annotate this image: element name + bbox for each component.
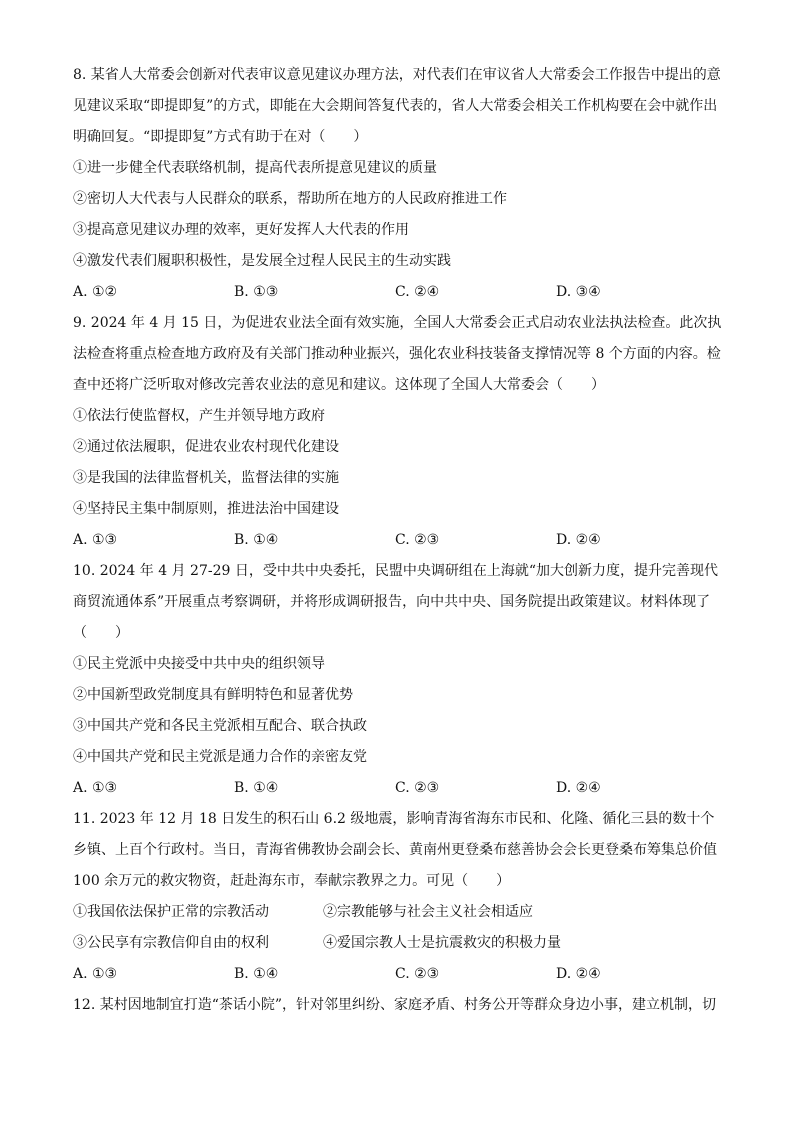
- option-1: ①依法行使监督权，产生并领导地方政府: [73, 408, 325, 424]
- option-1: ①民主党派中央接受中共中央的组织领导: [73, 656, 325, 672]
- question-stem: 9. 2024 年 4 月 15 日，为促进农业法全面有效实施，全国人大常委会正式启动农业法执法检查。此次执法检查将重点检查地方政府及有关部门推动种业振兴，强化农业科技装备支撑情况等 8 个方面的内容。检查中还将广泛听取对修改完善农业法的意见和建议。这体现了全国人大常委会（ ）: [73, 315, 722, 393]
- option-4: ④爱国宗教人士是抗震救灾的积极力量: [323, 935, 561, 951]
- choice-a[interactable]: A. ①③: [73, 966, 118, 982]
- option-2: ②中国新型政党制度具有鲜明特色和显著优势: [73, 687, 353, 703]
- choice-a[interactable]: A. ①③: [73, 532, 118, 548]
- option-4: ④激发代表们履职积极性，是发展全过程人民民主的生动实践: [73, 253, 451, 269]
- choice-d[interactable]: D. ③④: [556, 284, 601, 300]
- choice-b[interactable]: B. ①④: [234, 780, 279, 796]
- question-10: [73, 556, 723, 804]
- answer-choices: [73, 773, 723, 804]
- option-3: ③公民享有宗教信仰自由的权利: [73, 935, 269, 951]
- answer-choices: [73, 959, 723, 990]
- answer-choices: [73, 525, 723, 556]
- option-3: ③中国共产党和各民主党派相互配合、联合执政: [73, 718, 367, 734]
- question-stem: 8. 某省人大常委会创新对代表审议意见建议办理方法，对代表们在审议省人大常委会工作报告中提出的意见建议采取“即提即复”的方式，即能在大会期间答复代表的，省人大常委会相关工作机构要在会中就作出明确回复。“即提即复”方式有助于在对（ ）: [73, 67, 721, 145]
- question-page: [73, 60, 723, 1021]
- choice-a[interactable]: A. ①②: [73, 284, 118, 300]
- option-4: ④中国共产党和民主党派是通力合作的亲密友党: [73, 749, 367, 765]
- question-11: [73, 804, 723, 990]
- choice-d[interactable]: D. ②④: [556, 966, 601, 982]
- question-8: [73, 60, 723, 308]
- choice-c[interactable]: C. ②④: [395, 284, 440, 300]
- question-stem: 12. 某村因地制宜打造“茶话小院”，针对邻里纠纷、家庭矛盾、村务公开等群众身边小事，建立机制，切: [73, 997, 717, 1013]
- choice-b[interactable]: B. ①④: [234, 966, 279, 982]
- option-row: [73, 928, 723, 959]
- question-9: [73, 308, 723, 556]
- choice-a[interactable]: A. ①③: [73, 780, 118, 796]
- choice-d[interactable]: D. ②④: [556, 780, 601, 796]
- option-2: ②密切人大代表与人民群众的联系，帮助所在地方的人民政府推进工作: [73, 191, 507, 207]
- choice-b[interactable]: B. ①④: [234, 532, 279, 548]
- option-2: ②宗教能够与社会主义社会相适应: [323, 904, 533, 920]
- option-3: ③是我国的法律监督机关，监督法律的实施: [73, 470, 339, 486]
- option-row: [73, 897, 723, 928]
- answer-choices: [73, 277, 723, 308]
- question-stem: 10. 2024 年 4 月 27-29 日，受中共中央委托，民盟中央调研组在上海就“加大创新力度，提升完善现代商贸流通体系”开展重点考察调研，并将形成调研报告，向中共中央、国务院提出政策建议。材料体现了（ ）: [73, 563, 719, 641]
- choice-c[interactable]: C. ②③: [395, 780, 440, 796]
- choice-c[interactable]: C. ②③: [395, 532, 440, 548]
- choice-d[interactable]: D. ②④: [556, 532, 601, 548]
- option-3: ③提高意见建议办理的效率，更好发挥人大代表的作用: [73, 222, 409, 238]
- option-1: ①我国依法保护正常的宗教活动: [73, 904, 269, 920]
- question-stem: 11. 2023 年 12 月 18 日发生的积石山 6.2 级地震，影响青海省海东市民和、化隆、循化三县的数十个乡镇、上百个行政村。当日，青海省佛教协会副会长、黄南州更登桑布慈善协会会长更登桑布筹集总价值 100 余万元的救灾物资，赶赴海东市，奉献宗教界之力。可见（ ）: [73, 811, 717, 889]
- option-4: ④坚持民主集中制原则，推进法治中国建设: [73, 501, 339, 517]
- option-1: ①进一步健全代表联络机制，提高代表所提意见建议的质量: [73, 160, 437, 176]
- choice-c[interactable]: C. ②③: [395, 966, 440, 982]
- question-12: [73, 990, 723, 1021]
- option-2: ②通过依法履职，促进农业农村现代化建设: [73, 439, 339, 455]
- choice-b[interactable]: B. ①③: [234, 284, 279, 300]
